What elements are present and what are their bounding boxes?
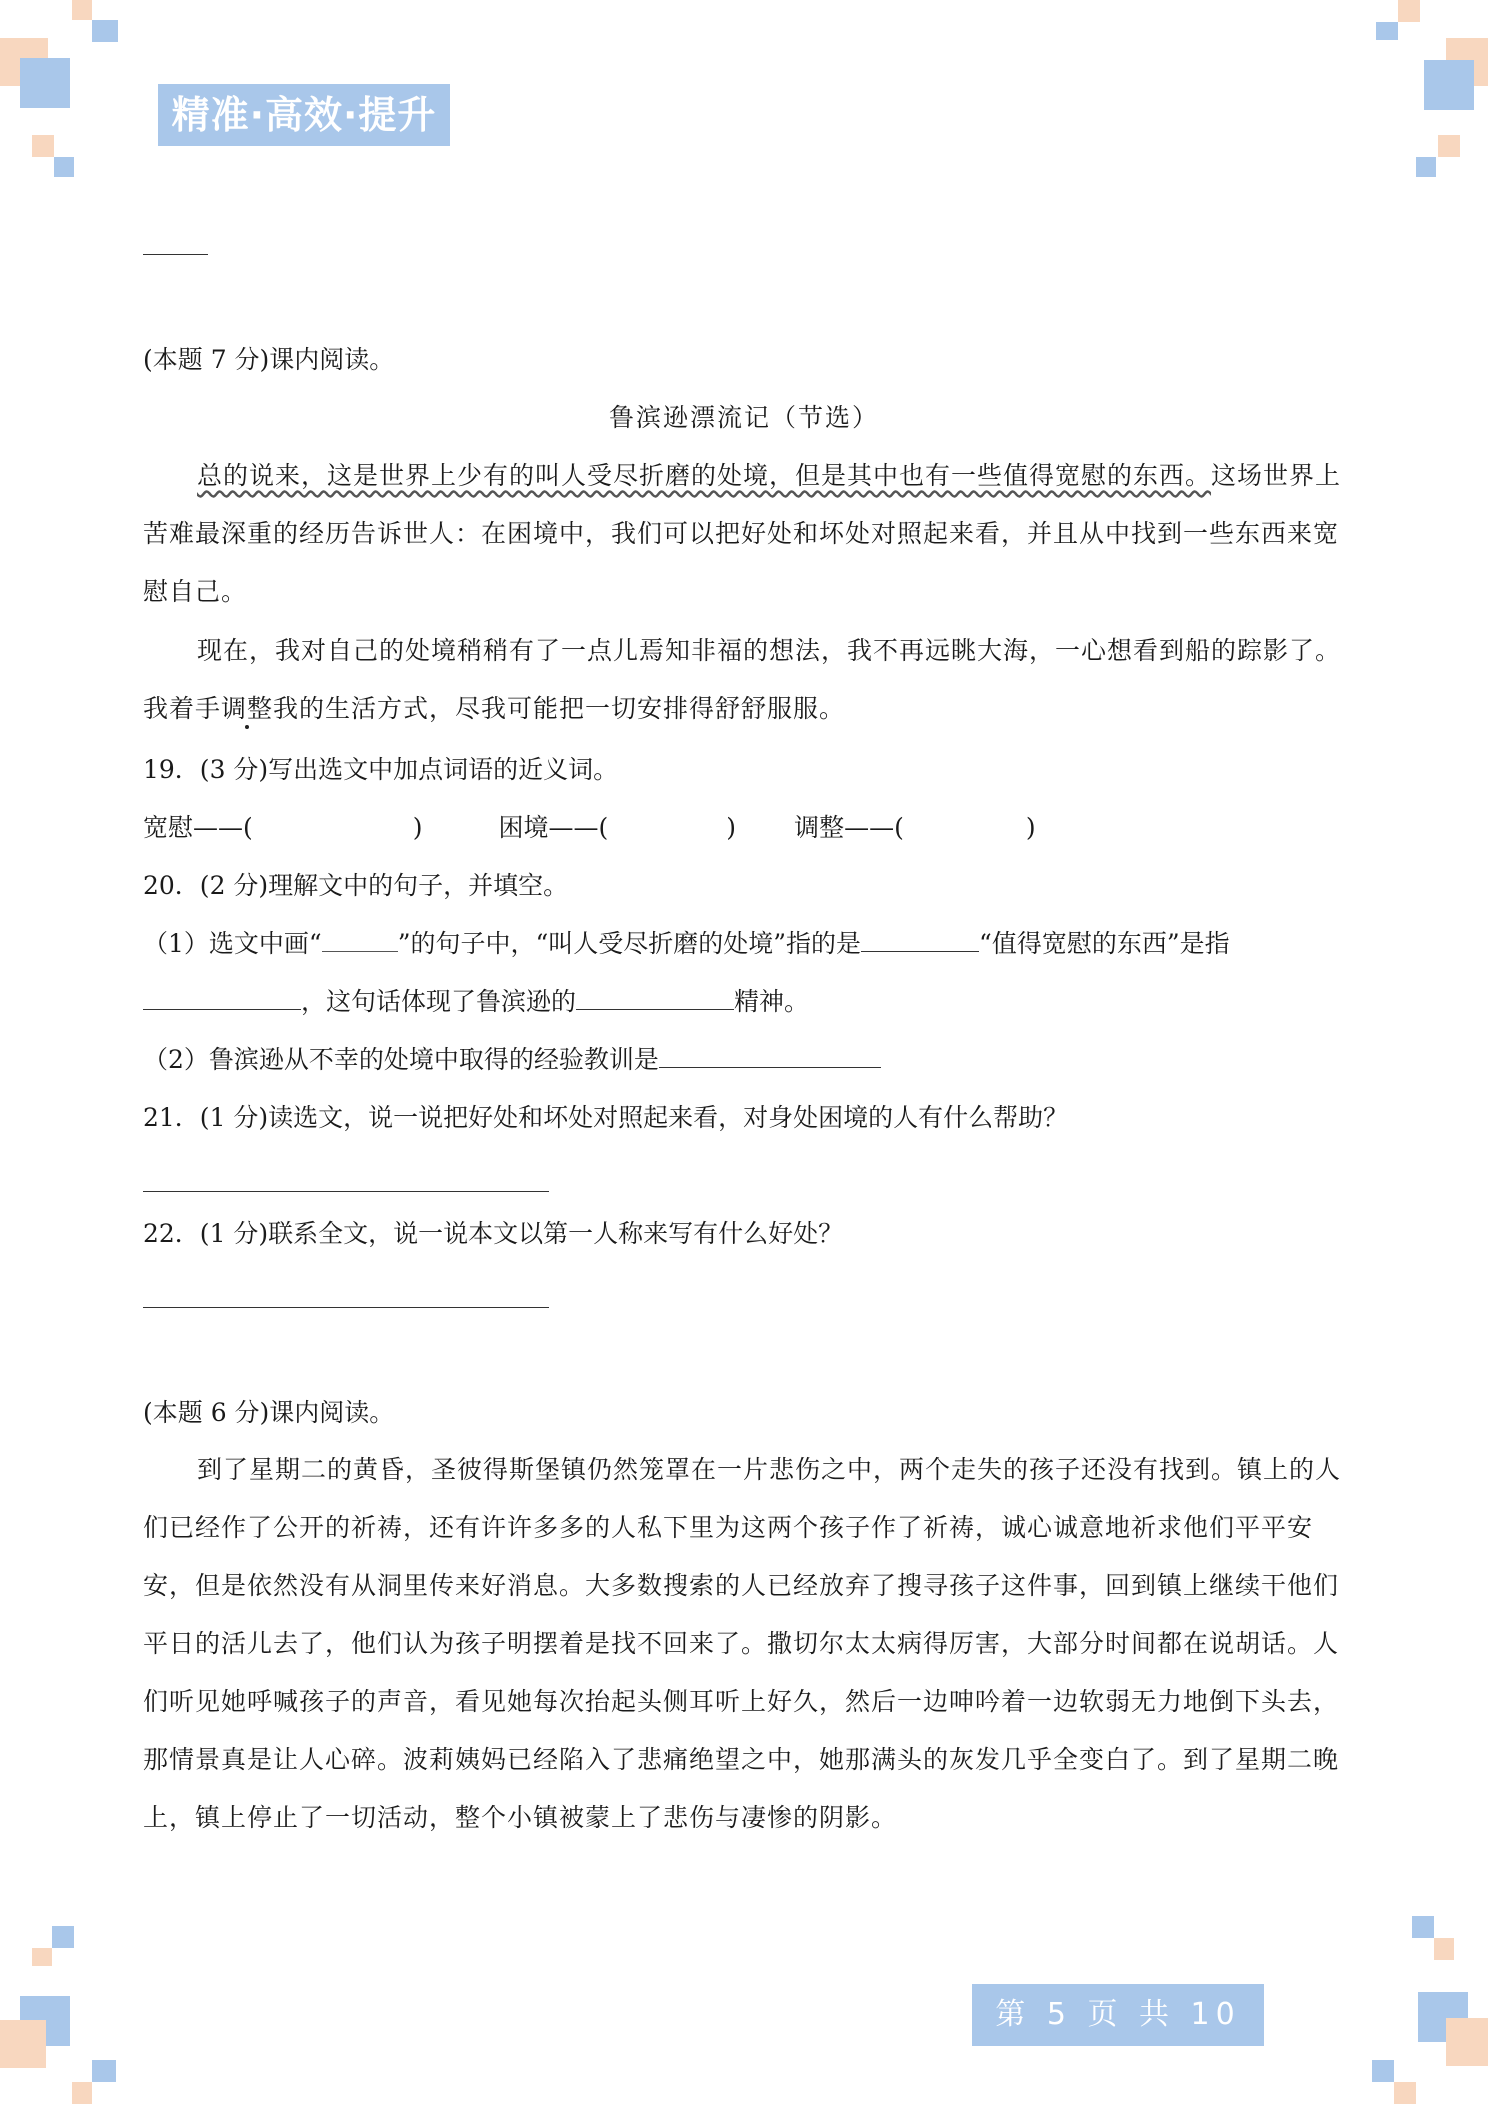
answer-blank[interactable] xyxy=(861,925,979,952)
q20-text: ，这句话体现了鲁滨逊的 xyxy=(301,987,577,1016)
wavy-underlined-sentence: 总的说来，这是世界上少有的叫人受尽折磨的处境，但是其中也有一些值得宽慰的东西。 xyxy=(197,461,1212,490)
section-label: (本题 7 分)课内阅读。 xyxy=(143,345,395,374)
synonym-item-close: ) xyxy=(412,813,423,842)
passage-paragraph xyxy=(143,622,1348,738)
q20-text: （1）选文中画“ xyxy=(143,929,322,958)
q20-text: ”的句子中，“叫人受尽折磨的处境”指的是 xyxy=(397,929,862,958)
answer-line-continued xyxy=(143,254,208,255)
synonym-item-close: ) xyxy=(726,813,737,842)
page-number: 第 5 页 共 10 页 xyxy=(972,1984,1264,2046)
question-20: 20．(2 分)理解文中的句子，并填空。 xyxy=(143,871,569,900)
passage-paragraph: 到了星期二的黄昏，圣彼得斯堡镇仍然笼罩在一片悲伤之中，两个走失的孩子还没有找到。镇上的人们已经作了公开的祈祷，还有许许多多的人私下里为这两个孩子作了祈祷，诚心诚意地祈求他们平平安安，但是依然没有从洞里传来好消息。大多数搜索的人已经放弃了搜寻孩子这件事，回到镇上继续干他们平日的活儿去了，他们认为孩子明摆着是找不回来了。撒切尔太太病得厉害，大部分时间都在说胡话。人们听见她呼喊孩子的声音，看见她每次抬起头侧耳听上好久，然后一边呻吟着一边软弱无力地倒下头去，那情景真是让人心碎。波莉姨妈已经陷入了悲痛绝望之中，她那满头的灰发几乎全变白了。到了星期二晚上，镇上停止了一切活动，整个小镇被蒙上了悲伤与凄惨的阴影。 xyxy=(143,1455,1342,1832)
synonym-item: 宽慰——( xyxy=(143,813,253,842)
q20-text: “值得宽慰的东西”是指 xyxy=(979,929,1230,958)
question-20-part-2 xyxy=(143,1040,881,1080)
passage-title: 鲁滨逊漂流记（节选） xyxy=(608,403,879,432)
question-22: 22．(1 分)联系全文，说一说本文以第一人称来写有什么好处？ xyxy=(143,1219,844,1248)
paragraph-text: 这场世界上苦难最深重的经历告诉世人：在困境中，我们可以把好处和坏处对照起来看，并且从中找到一些东西来宽慰自己。 xyxy=(143,461,1342,606)
synonym-item: 调整——( xyxy=(794,813,904,842)
question-19: 19．(3 分)写出选文中加点词语的近义词。 xyxy=(143,755,619,784)
question-19-items xyxy=(143,808,1036,848)
synonym-item: 困境——( xyxy=(498,813,609,842)
section-label: (本题 6 分)课内阅读。 xyxy=(143,1398,395,1427)
answer-blank[interactable] xyxy=(322,931,398,952)
synonym-item-close: ) xyxy=(1025,813,1036,842)
question-20-part-1 xyxy=(143,924,1230,964)
answer-line[interactable] xyxy=(143,1191,549,1192)
answer-line[interactable] xyxy=(143,1307,549,1308)
paragraph-text: 我的生活方式，尽我可能把一切安排得舒舒服服。 xyxy=(273,694,846,723)
dotted-word: 调整 xyxy=(221,694,274,723)
answer-blank[interactable] xyxy=(143,983,301,1010)
answer-blank[interactable] xyxy=(659,1041,881,1068)
question-21: 21．(1 分)读选文，说一说把好处和坏处对照起来看，对身处困境的人有什么帮助？ xyxy=(143,1103,1069,1132)
q20-text: （2）鲁滨逊从不幸的处境中取得的经验教训是 xyxy=(143,1045,659,1074)
passage-paragraph xyxy=(143,447,1348,621)
answer-blank[interactable] xyxy=(576,983,734,1010)
question-20-part-1-cont xyxy=(143,982,809,1022)
paragraph-text: 现在，我对自己的处境稍稍有了一点儿焉知非福的想法，我不再远眺大海，一心想看到船的踪影了。我着手 xyxy=(143,636,1342,723)
q20-text: 精神。 xyxy=(734,987,810,1016)
brand-banner: 精准·高效·提升 xyxy=(158,84,450,146)
